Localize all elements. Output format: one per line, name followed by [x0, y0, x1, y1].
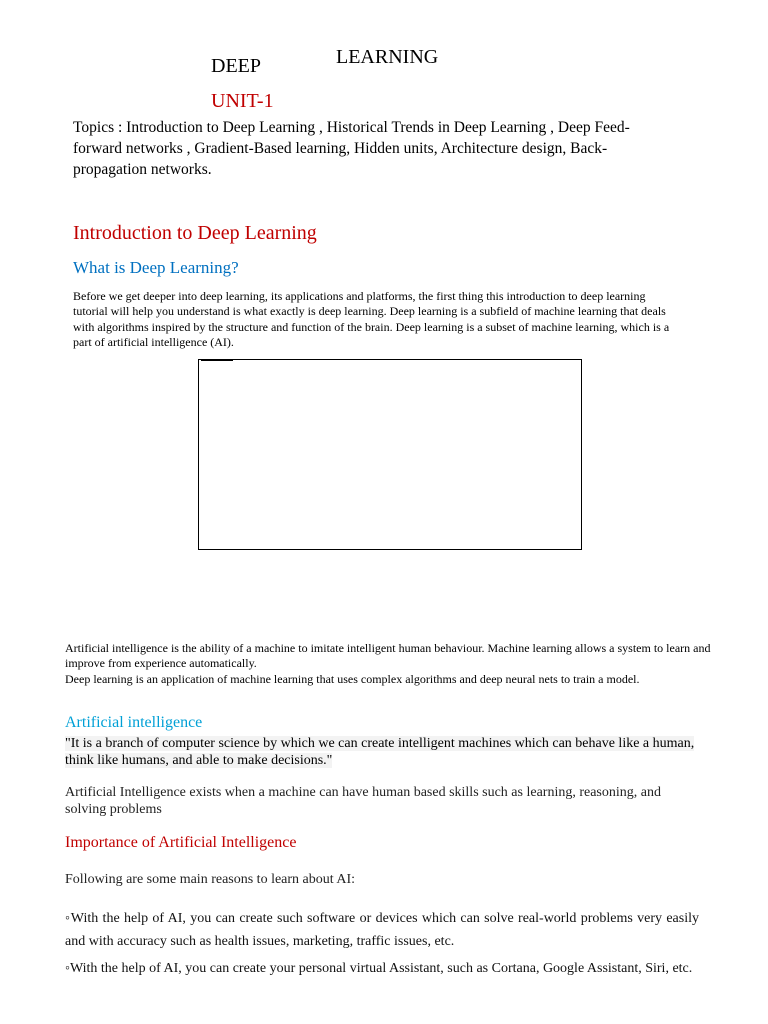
subheading-what-is-deep-learning: What is Deep Learning? — [73, 258, 239, 277]
intro-paragraph: Before we get deeper into deep learning, its applications and platforms, the first thing this introduction to deep learning tutorial will help you understand is what exactly is deep learning. Deep learning is a subfield of machine learning that deals with algorithms inspired by the structure and function of the brain. Deep learning is a subset of machine learning, which is a part of artificial intelligence (AI). — [73, 289, 670, 349]
figure-placeholder — [198, 359, 582, 550]
ai-quote — [65, 735, 715, 769]
reason-list-item: ◦With the help of AI, you can create your personal virtual Assistant, such as Cortana, Google Assistant, Siri, etc. — [65, 961, 693, 976]
section-heading-intro: Introduction to Deep Learning — [73, 222, 317, 244]
ai-definition-paragraph — [65, 641, 715, 687]
subheading-artificial-intelligence: Artificial intelligence — [65, 714, 203, 731]
reason-list-item: ◦With the help of AI, you can create such software or devices which can solve real-world problems very easily and with accuracy such as health issues, marketing, traffic issues, etc. — [65, 911, 699, 949]
ai-exists-paragraph: Artificial Intelligence exists when a machine can have human based skills such as learning, reasoning, and solving problems — [65, 785, 661, 817]
topics-paragraph: Topics : Introduction to Deep Learning , Historical Trends in Deep Learning , Deep Feed- forward networks , Gradient-Based learning, Hidden units, Architecture design, Back-propagation networks. — [73, 119, 630, 178]
ai-quote-text: "It is a branch of computer science by which we can create intelligent machines which can behave like a human, think like humans, and able to make decisions." — [65, 736, 695, 768]
unit-heading: UNIT-1 — [211, 90, 274, 112]
title-word-learning: LEARNING — [336, 46, 439, 68]
ai-definition-line-1: Artificial intelligence is the ability of a machine to imitate intelligent human behaviour. Machine learning allows a system to learn and improve from experience automatically. — [65, 641, 711, 671]
ai-definition-line-2: Deep learning is an application of machine learning that uses complex algorithms and deep neural nets to train a model. — [65, 671, 640, 686]
reasons-intro-paragraph: Following are some main reasons to learn about AI: — [65, 872, 356, 887]
subheading-importance-of-ai: Importance of Artificial Intelligence — [65, 834, 297, 851]
figure-corner-mark — [201, 360, 233, 361]
title-word-deep: DEEP — [211, 55, 261, 77]
